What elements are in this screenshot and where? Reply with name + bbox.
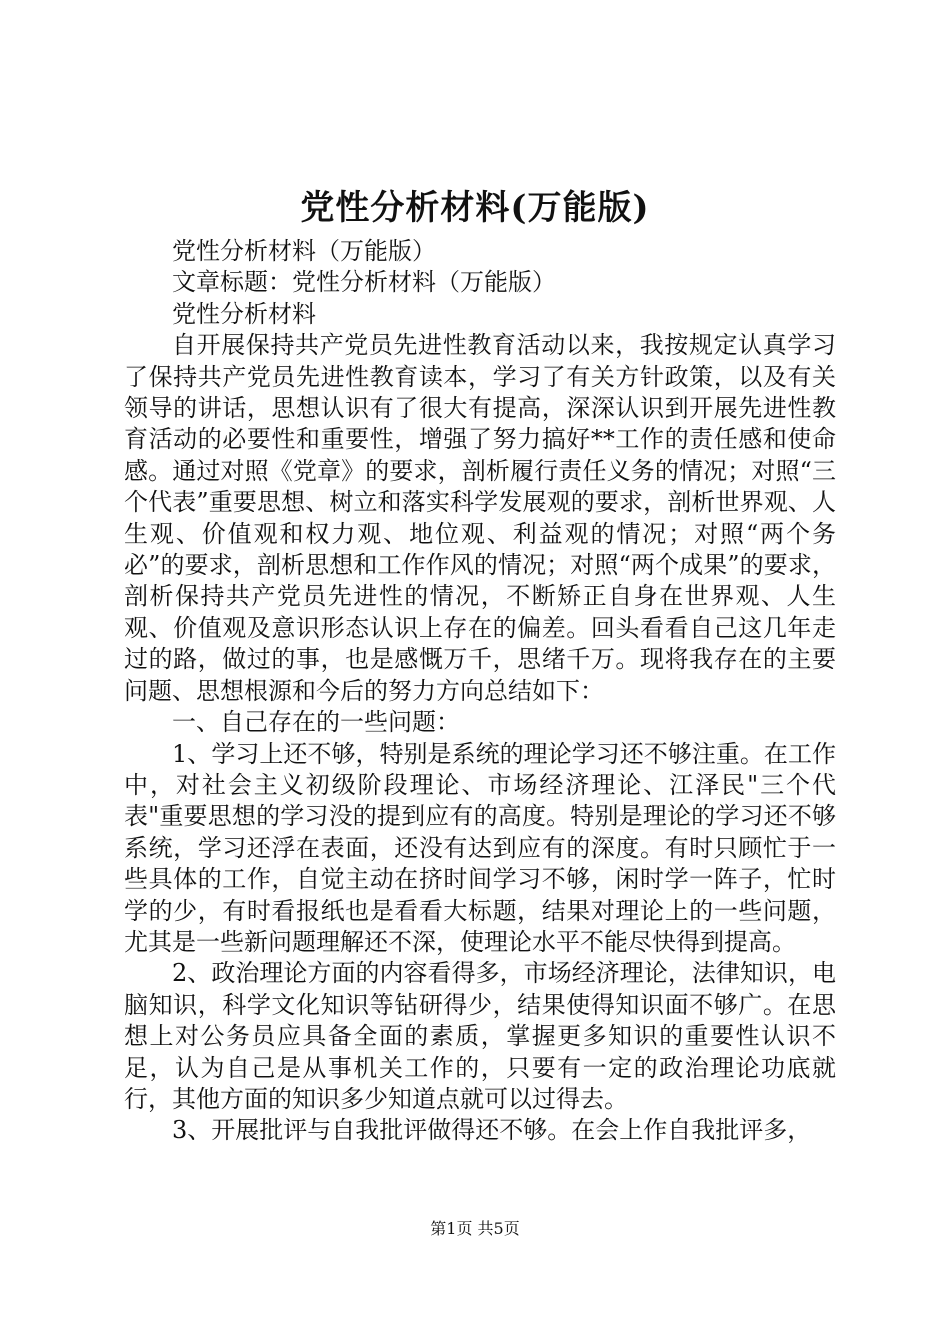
document-body <box>124 236 836 1147</box>
paragraph-item-3: 3、开展批评与自我批评做得还不够。在会上作自我批评多， <box>172 1116 812 1145</box>
paragraph-intro: 自开展保持共产党员先进性教育活动以来，我按规定认真学习了保持共产党员先进性教育读本，学习了有关方针政策，以及有关领导的讲话，思想认识有了很大有提高，深深认识到开展先进性教育活动的必要性和重要性，增强了努力搞好**工作的责任感和使命感。通过对照《党章》的要求，剖析履行责任义务的情况；对照“三个代表”重要思想、树立和落实科学发展观的要求，剖析世界观、人生观、价值观和权力观、地位观、利益观的情况；对照“两个务必”的要求，剖析思想和工作作风的情况；对照“两个成果”的要求，剖析保持共产党员先进性的情况，不断矫正自身在世界观、人生观、价值观及意识形态认识上存在的偏差。回头看看自己这几年走过的路，做过的事，也是感慨万千，思绪千万。现将我存在的主要问题、思想根源和今后的努力方向总结如下： <box>124 331 836 705</box>
paragraph-item-2: 2、政治理论方面的内容看得多，市场经济理论，法律知识，电脑知识，科学文化知识等钻研得少，结果使得知识面不够广。在思想上对公务员应具备全面的素质，掌握更多知识的重要性认识不足，认为自己是从事机关工作的，只要有一定的政治理论功底就行，其他方面的知识多少知道点就可以过得去。 <box>124 959 836 1113</box>
paragraph-article-title: 文章标题：党性分析材料（万能版） <box>172 268 556 297</box>
page-number: 第1页 共5页 <box>430 1219 520 1238</box>
paragraph-item-1: 1、学习上还不够，特别是系统的理论学习还不够注重。在工作中，对社会主义初级阶段理论、市场经济理论、江泽民"三个代表"重要思想的学习没的提到应有的高度。特别是理论的学习还不够系统，学习还浮在表面，还没有达到应有的深度。有时只顾忙于一些具体的工作，自觉主动在挤时间学习不够，闲时学一阵子，忙时学的少，有时看报纸也是看看大标题，结果对理论上的一些问题，尤其是一些新问题理解还不深，使理论水平不能尽快得到提高。 <box>124 739 836 956</box>
paragraph-section-heading: 一、自己存在的一些问题： <box>172 708 460 737</box>
paragraph-subtitle: 党性分析材料（万能版） <box>172 237 436 265</box>
paragraph-heading: 党性分析材料 <box>172 299 316 328</box>
document-title: 党性分析材料(万能版) <box>300 188 650 228</box>
